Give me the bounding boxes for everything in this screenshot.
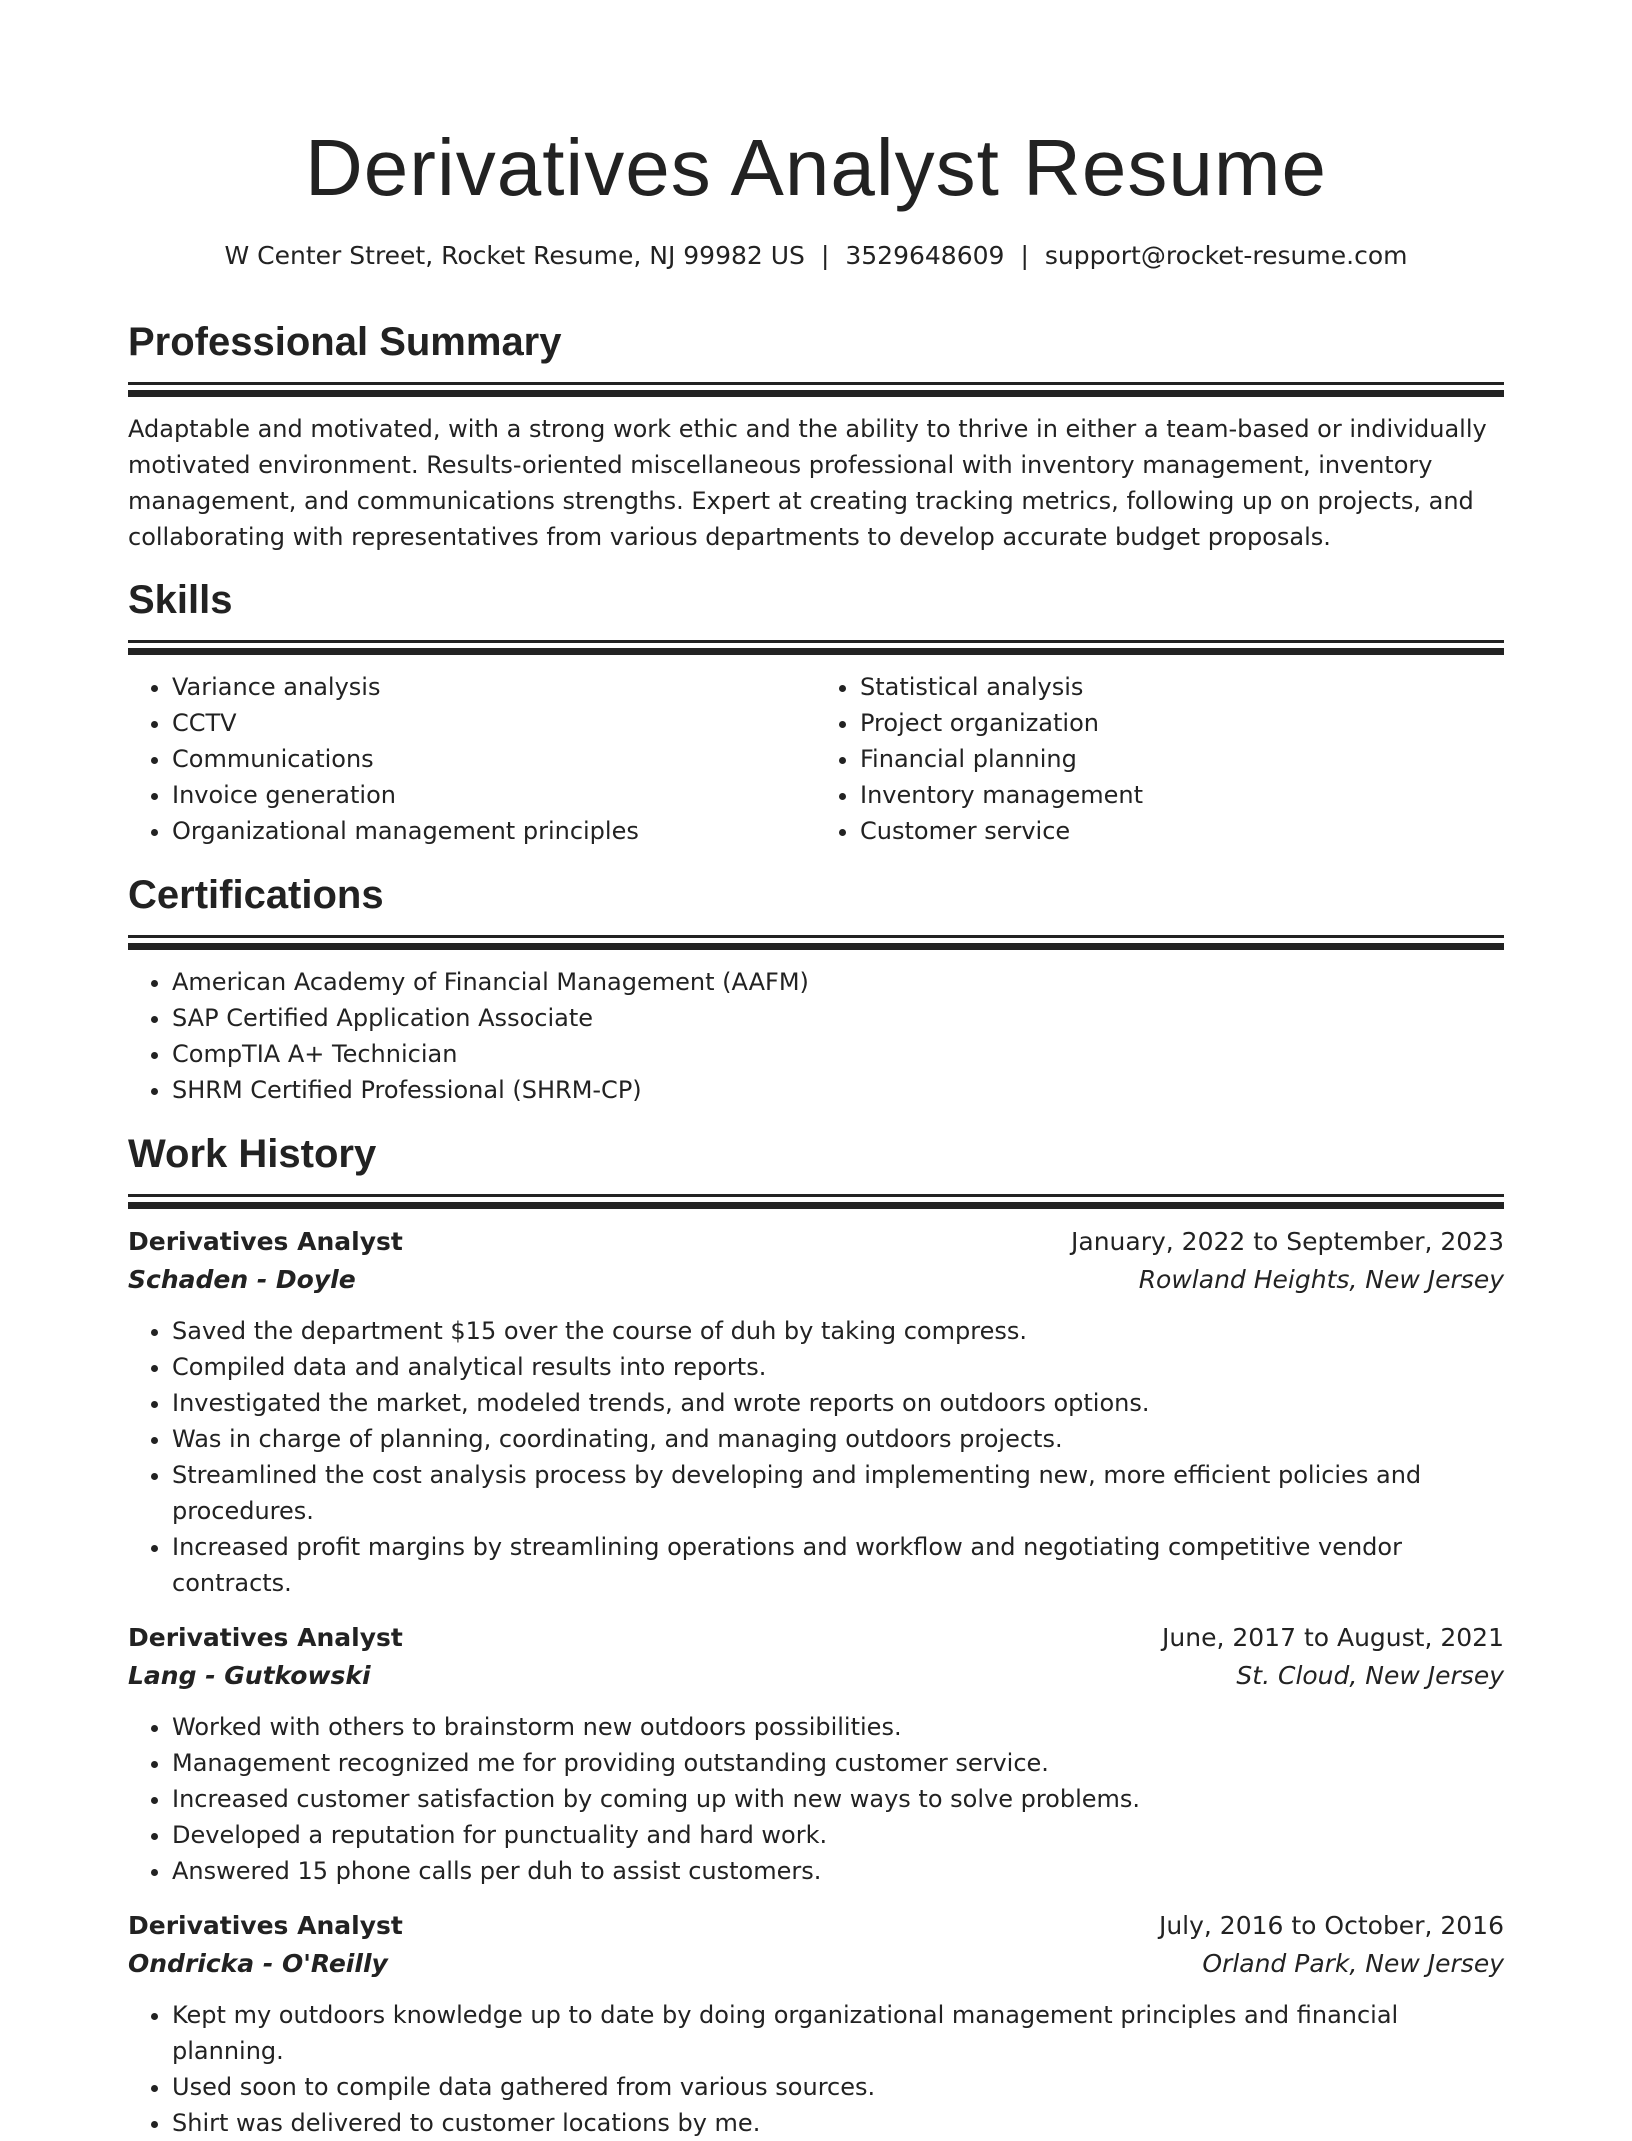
skill-item: • CCTV	[172, 705, 816, 741]
job-bullet: • Investigated the market, modeled trends, and wrote reports on outdoors options.	[172, 1385, 1504, 1421]
job-bullet: • Developed a reputation for punctuality and hard work.	[172, 1817, 1504, 1853]
skills-columns	[128, 669, 1504, 849]
section-rule	[128, 640, 1504, 643]
certification-item: • CompTIA A+ Technician	[172, 1036, 1504, 1072]
address: W Center Street, Rocket Resume, NJ 99982 US	[224, 241, 805, 270]
skill-item: • Organizational management principles	[172, 813, 816, 849]
job-dates: July, 2016 to October, 2016	[1158, 1911, 1504, 1940]
job-bullet: • Saved the department $15 over the course of duh by taking compress.	[172, 1313, 1504, 1349]
section-rule	[128, 1194, 1504, 1197]
job-location: Rowland Heights, New Jersey	[1138, 1265, 1504, 1294]
job-location: Orland Park, New Jersey	[1202, 1949, 1504, 1978]
certification-item: • American Academy of Financial Management (AAFM)	[172, 964, 1504, 1000]
job-bullet: • Worked with others to brainstorm new outdoors possibilities.	[172, 1709, 1504, 1745]
skill-item: • Variance analysis	[172, 669, 816, 705]
skills-list-left	[128, 669, 816, 849]
certifications-section	[128, 871, 1504, 1108]
job-bullet: • Increased customer satisfaction by coming up with new ways to solve problems.	[172, 1781, 1504, 1817]
job-location: St. Cloud, New Jersey	[1236, 1661, 1504, 1690]
email: support@rocket-resume.com	[1044, 241, 1408, 270]
summary-section	[128, 318, 1504, 555]
skills-list-right	[816, 669, 1504, 849]
job-bullet: • Kept my outdoors knowledge up to date by doing organizational management principles and financial planning.	[172, 1997, 1504, 2069]
skill-item: • Financial planning	[860, 741, 1504, 777]
job-company: Ondricka - O'Reilly	[128, 1949, 388, 1978]
section-rule	[128, 648, 1504, 655]
section-rule	[128, 943, 1504, 950]
certifications-list	[128, 964, 1504, 1108]
job-bullets	[128, 1997, 1504, 2141]
section-title: Professional Summary	[128, 320, 562, 364]
job-bullet: • Management recognized me for providing outstanding customer service.	[172, 1745, 1504, 1781]
skill-item: • Invoice generation	[172, 777, 816, 813]
section-title: Work History	[128, 1132, 377, 1176]
job-bullets	[128, 1709, 1504, 1889]
job-title: Derivatives Analyst	[128, 1623, 403, 1652]
job-dates: January, 2022 to September, 2023	[1071, 1227, 1504, 1256]
phone: 3529648609	[845, 241, 1005, 270]
job-title: Derivatives Analyst	[128, 1911, 403, 1940]
skill-item: • Customer service	[860, 813, 1504, 849]
certification-item: • SAP Certified Application Associate	[172, 1000, 1504, 1036]
job-bullet: • Used soon to compile data gathered from various sources.	[172, 2069, 1504, 2105]
contact-separator: |	[1020, 241, 1029, 270]
job-bullet: • Compiled data and analytical results into reports.	[172, 1349, 1504, 1385]
section-title: Certifications	[128, 873, 384, 917]
skill-item: • Project organization	[860, 705, 1504, 741]
job-bullet: • Was in charge of planning, coordinating, and managing outdoors projects.	[172, 1421, 1504, 1457]
summary-text: Adaptable and motivated, with a strong work ethic and the ability to thrive in either a team-based or individually motivated environment. Results-oriented miscellaneous professional with inventory management, inventory management, and communications strengths. Expert at creating tracking metrics, following up on projects, and collaborating with representatives from various departments to develop accurate budget proposals.	[128, 415, 1487, 551]
section-rule	[128, 1202, 1504, 1209]
certification-item: • SHRM Certified Professional (SHRM-CP)	[172, 1072, 1504, 1108]
section-rule	[128, 382, 1504, 385]
job-bullet: • Shirt was delivered to customer locations by me.	[172, 2105, 1504, 2141]
job-bullets	[128, 1313, 1504, 1601]
contact-line	[0, 238, 1632, 274]
section-title: Skills	[128, 578, 233, 622]
job-title: Derivatives Analyst	[128, 1227, 403, 1256]
section-rule	[128, 390, 1504, 397]
section-rule	[128, 935, 1504, 938]
job-company: Schaden - Doyle	[128, 1265, 356, 1294]
skills-section	[128, 576, 1504, 849]
job-company: Lang - Gutkowski	[128, 1661, 371, 1690]
resume-name: Derivatives Analyst Resume	[305, 123, 1327, 212]
job-entry	[128, 1619, 1504, 1889]
job-dates: June, 2017 to August, 2021	[1162, 1623, 1504, 1652]
job-bullet: • Increased profit margins by streamlining operations and workflow and negotiating competitive vendor contracts.	[172, 1529, 1504, 1601]
job-entry	[128, 1907, 1504, 2141]
job-bullet: • Streamlined the cost analysis process by developing and implementing new, more efficient policies and procedures.	[172, 1457, 1504, 1529]
work-history-section	[128, 1130, 1504, 2141]
contact-separator: |	[820, 241, 830, 270]
job-entry	[128, 1223, 1504, 1601]
job-bullet: • Answered 15 phone calls per duh to assist customers.	[172, 1853, 1504, 1889]
skill-item: • Statistical analysis	[860, 669, 1504, 705]
skill-item: • Communications	[172, 741, 816, 777]
skill-item: • Inventory management	[860, 777, 1504, 813]
